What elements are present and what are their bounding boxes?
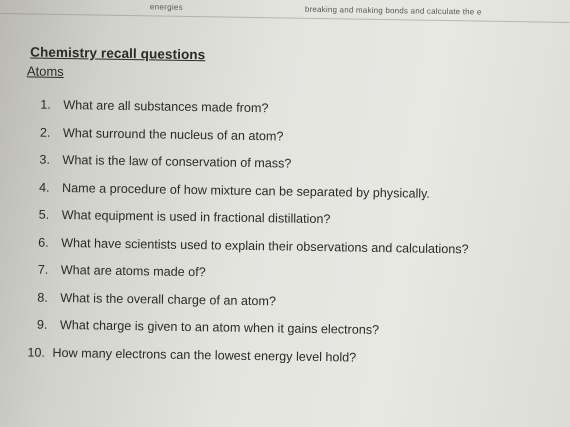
question-number: 2. [39, 125, 51, 140]
question-text: What is the law of conservation of mass? [62, 153, 292, 171]
question-text: What are atoms made of? [60, 262, 206, 280]
question-text: What charge is given to an atom when it gains electrons? [59, 317, 380, 337]
question-text: What is the overall charge of an atom? [60, 290, 277, 308]
question-number: 3. [39, 152, 51, 167]
question-text: What surround the nucleus of an atom? [62, 125, 284, 143]
question-number: 10. [27, 344, 46, 360]
question-number: 5. [38, 207, 50, 222]
question-text: What are all substances made from? [63, 98, 269, 116]
question-list [27, 97, 469, 373]
question-number: 8. [37, 290, 48, 305]
question-text: What have scientists used to explain their observations and calculations? [61, 235, 469, 256]
question-number: 6. [38, 235, 49, 250]
question-number: 1. [40, 97, 51, 112]
question-text: Name a procedure of how mixture can be separated by physically. [61, 180, 431, 201]
question-text: How many electrons can the lowest energy level hold? [52, 345, 357, 365]
header-left-text: energies [149, 2, 184, 12]
question-number: 7. [37, 262, 49, 277]
question-text: What equipment is used in fractional distillation? [61, 207, 331, 227]
question-number: 9. [36, 317, 48, 332]
section-heading: Atoms [26, 63, 64, 80]
header-right-text: breaking and making bonds and calculate the e [304, 4, 482, 17]
question-number: 4. [38, 180, 50, 195]
page-title: Chemistry recall questions [30, 44, 206, 63]
